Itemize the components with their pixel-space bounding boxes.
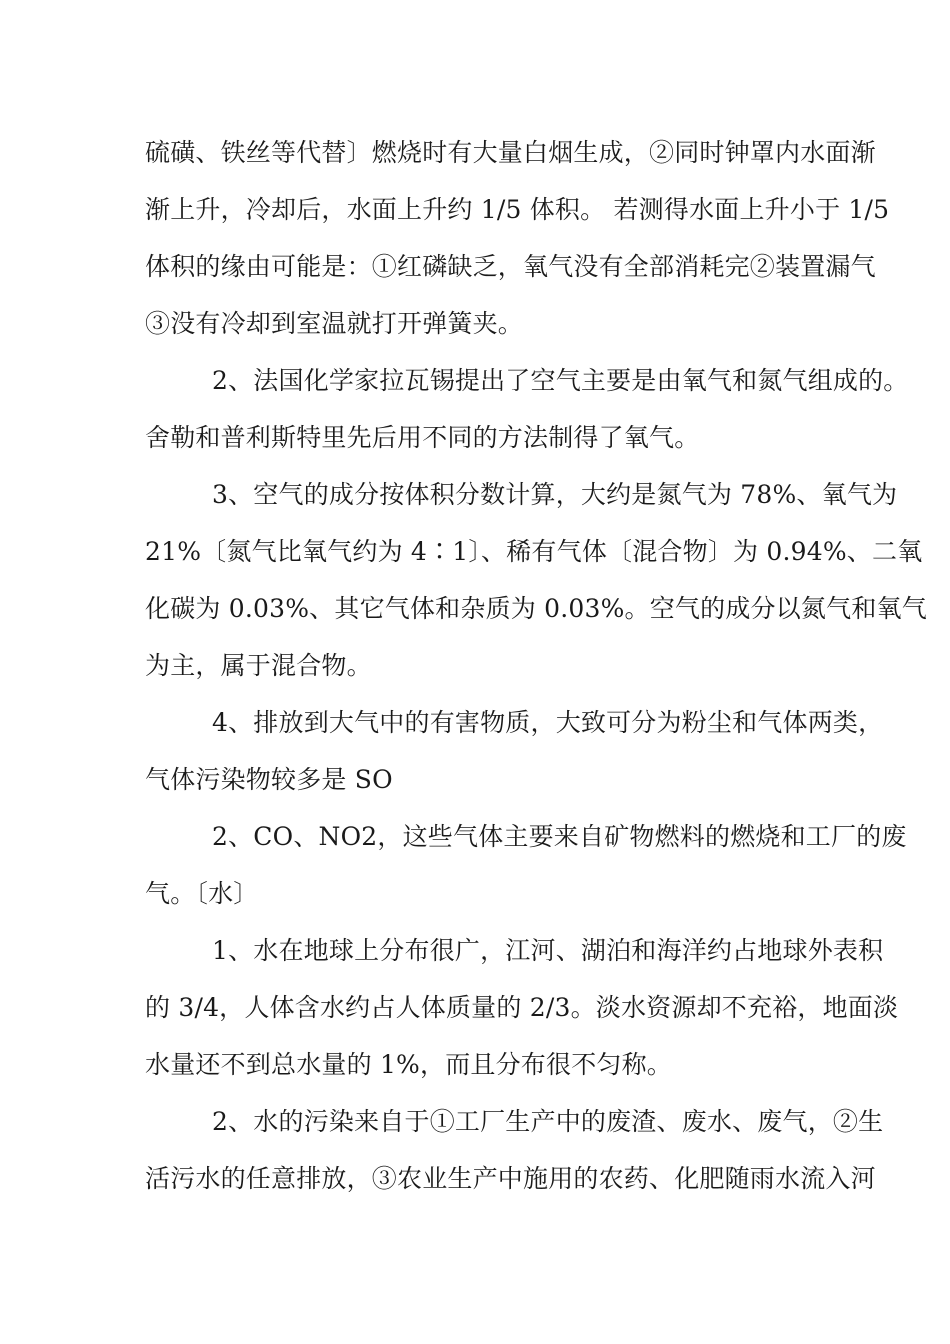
paragraph-line: 为主，属于混合物。 <box>145 651 372 680</box>
paragraph-line: 2、法国化学家拉瓦锡提出了空气主要是由氧气和氮气组成的。 <box>212 366 909 395</box>
paragraph-line: 活污水的任意排放，③农业生产中施用的农药、化肥随雨水流入河 <box>145 1164 876 1193</box>
paragraph-line: 2、CO、NO2，这些气体主要来自矿物燃料的燃烧和工厂的废 <box>212 822 907 851</box>
paragraph-line: 渐上升，冷却后，水面上升约 1/5 体积。 若测得水面上升小于 1/5 <box>145 195 890 224</box>
paragraph-line: 化碳为 0.03%、其它气体和杂质为 0.03%。空气的成分以氮气和氧气 <box>145 594 927 623</box>
paragraph-line: 3、空气的成分按体积分数计算，大约是氮气为 78%、氧气为 <box>212 480 898 509</box>
paragraph-line: 2、水的污染来自于①工厂生产中的废渣、废水、废气，②生 <box>212 1107 884 1136</box>
paragraph-line: 的 3/4，人体含水约占人体质量的 2/3。淡水资源却不充裕，地面淡 <box>145 993 899 1022</box>
paragraph-line: 气。〔水〕 <box>145 879 259 908</box>
paragraph-line: 21%〔氮气比氧气约为 4∶1〕、稀有气体〔混合物〕为 0.94%、二氧 <box>145 537 923 566</box>
paragraph-line: 气体污染物较多是 SO <box>145 765 393 794</box>
paragraph-line: 1、水在地球上分布很广，江河、湖泊和海洋约占地球外表积 <box>212 936 884 965</box>
paragraph-line: 4、排放到大气中的有害物质，大致可分为粉尘和气体两类， <box>212 708 884 737</box>
paragraph-line: 水量还不到总水量的 1%，而且分布很不匀称。 <box>145 1050 673 1079</box>
paragraph-line: 体积的缘由可能是：①红磷缺乏，氧气没有全部消耗完②装置漏气 <box>145 252 876 281</box>
paragraph-line: ③没有冷却到室温就打开弹簧夹。 <box>145 309 524 338</box>
paragraph-line: 硫磺、铁丝等代替〕燃烧时有大量白烟生成，②同时钟罩内水面渐 <box>145 138 876 167</box>
paragraph-line: 舍勒和普利斯特里先后用不同的方法制得了氧气。 <box>145 423 700 452</box>
